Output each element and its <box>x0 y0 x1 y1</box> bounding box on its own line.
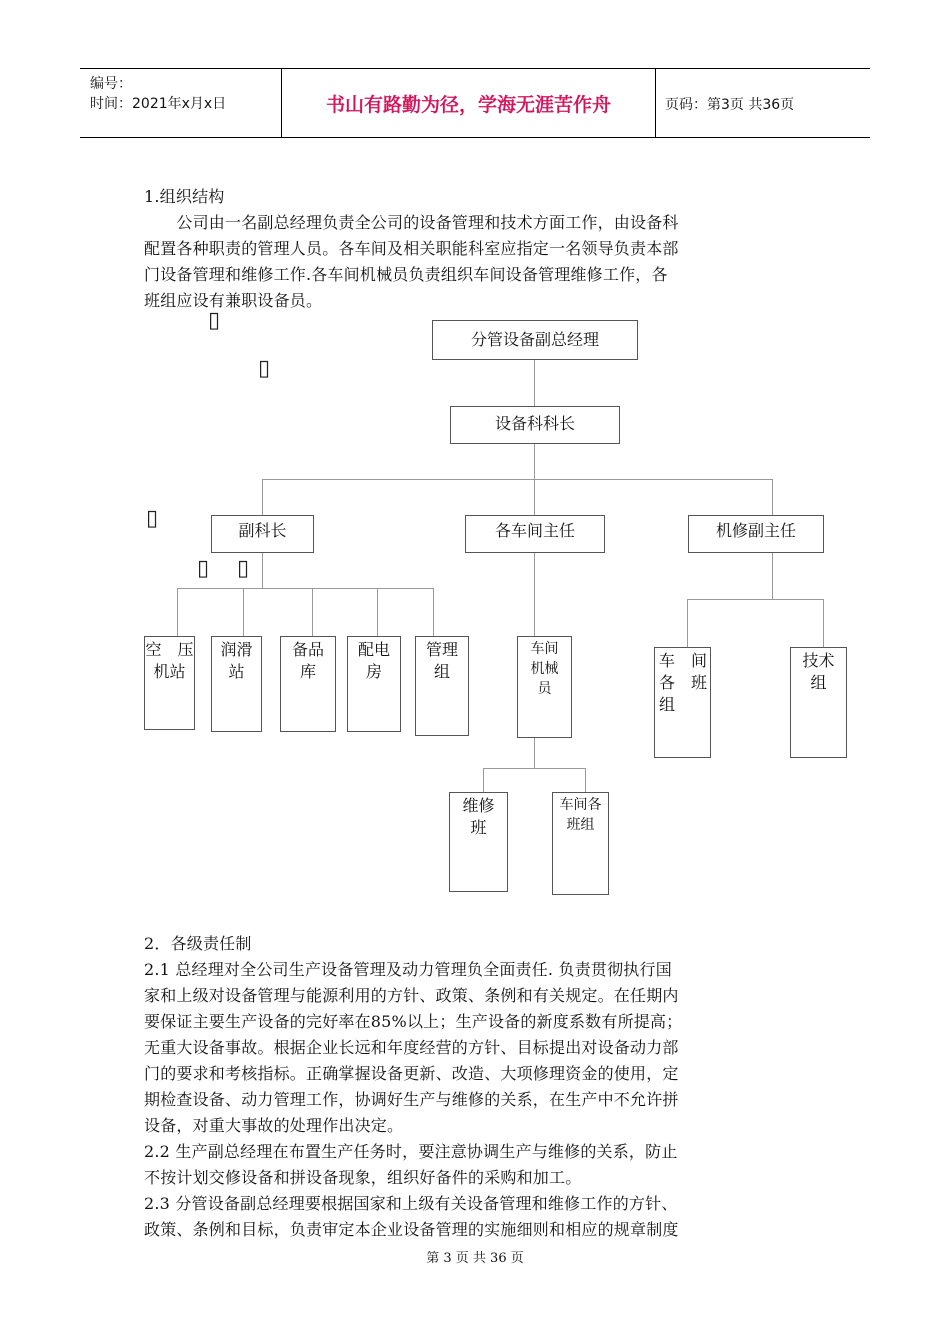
connector-line <box>772 552 773 600</box>
section2-line: 设备，对重大事故的处理作出决定。 <box>144 1116 404 1135</box>
box-text: 空 压 <box>145 640 194 659</box>
section2-line: 家和上级对设备管理与能源利用的方针、政策、条例和有关规定。在任期内 <box>144 986 679 1005</box>
section2-line: 无重大设备事故。根据企业长远和年度经营的方针、目标提出对设备动力部 <box>144 1038 679 1057</box>
section2-line: 要保证主要生产设备的完好率在85%以上；生产设备的新度系数有所提高； <box>144 1012 683 1031</box>
box-text: 机站 <box>153 662 186 681</box>
connector-line <box>177 588 178 636</box>
page-header <box>80 68 870 138</box>
box-text: 技术 <box>802 651 835 670</box>
org-box-workshop-teams <box>552 792 609 895</box>
placeholder-glyph-icon: ▯ <box>208 308 221 333</box>
number-label: 编号： <box>90 76 132 92</box>
box-text: 组 <box>659 695 676 714</box>
time-label: 时间：2021年x月x日 <box>90 96 227 112</box>
section1-para-line: 公司由一名副总经理负责全公司的设备管理和技术方面工作，由设备科 <box>144 213 679 232</box>
box-text: 车 间 <box>659 651 708 670</box>
org-box-deputy: 副科长 <box>211 515 314 553</box>
section1-para-line: 配置各种职责的管理人员。各车间及相关职能科室应指定一名领导负责本部 <box>144 239 679 258</box>
connector-line <box>534 443 535 480</box>
box-text: 配电 <box>357 640 390 659</box>
org-box-technical <box>790 647 847 758</box>
box-text: 车间各 <box>559 797 602 813</box>
placeholder-glyph-icon: ▯ <box>146 506 159 531</box>
page-footer: 第 3 页 共 36 页 <box>426 1251 524 1266</box>
placeholder-glyph-icon: ▯ <box>237 556 250 581</box>
box-text: 机械 <box>530 661 559 677</box>
org-box-shift-groups <box>654 647 711 758</box>
box-text: 车间 <box>530 641 559 657</box>
section1-title: 1.组织结构 <box>144 187 225 206</box>
org-box-top: 分管设备副总经理 <box>432 320 638 360</box>
section2-line: 期检查设备、动力管理工作，协调好生产与维修的关系，在生产中不允许拼 <box>144 1090 679 1109</box>
section1-para-line: 门设备管理和维修工作.各车间机械员负责组织车间设备管理维修工作，各 <box>144 265 668 284</box>
connector-line <box>534 552 535 636</box>
connector-line <box>823 599 824 647</box>
section2-line: 政策、条例和目标，负责审定本企业设备管理的实施细则和相应的规章制度 <box>144 1220 679 1239</box>
box-text: 管理 <box>425 640 458 659</box>
header-page-label: 页码：第3页 共36页 <box>665 97 795 113</box>
org-box-repair-team <box>449 792 508 892</box>
org-box-mechanic <box>517 636 572 738</box>
box-text: 润滑 <box>220 640 253 659</box>
org-box-compressor <box>144 636 195 730</box>
section2-line: 门的要求和考核指标。正确掌握设备更新、改造、大项修理资金的使用，定 <box>144 1064 679 1083</box>
connector-line <box>534 359 535 407</box>
section2-line: 2.3 分管设备副总经理要根据国家和上级有关设备管理和维修工作的方针、 <box>144 1194 678 1213</box>
connector-line <box>262 479 773 480</box>
box-text: 备品 <box>291 640 324 659</box>
connector-line <box>534 479 535 515</box>
section2-line: 2．各级责任制 <box>144 934 252 953</box>
connector-line <box>483 768 484 792</box>
box-text: 班组 <box>566 817 595 833</box>
org-box-management <box>415 636 469 736</box>
box-text: 库 <box>299 662 316 681</box>
org-box-power <box>347 636 401 732</box>
box-text: 组 <box>810 673 827 692</box>
connector-line <box>585 768 586 792</box>
section1-para-line: 班组应设有兼职设备员。 <box>144 291 323 310</box>
connector-line <box>687 599 688 647</box>
connector-line <box>262 552 263 588</box>
org-box-workshop: 各车间主任 <box>465 515 605 553</box>
section2-line: 2.1 总经理对全公司生产设备管理及动力管理负全面责任. 负责贯彻执行国 <box>144 960 672 979</box>
section2-line: 不按计划交修设备和拼设备现象，组织好备件的采购和加工。 <box>144 1168 582 1187</box>
box-text: 维修 <box>462 796 495 815</box>
org-box-chief: 设备科科长 <box>450 406 620 444</box>
connector-line <box>534 737 535 769</box>
box-text: 房 <box>365 662 382 681</box>
header-motto: 书山有路勤为径，学海无涯苦作舟 <box>282 69 656 137</box>
box-text: 组 <box>433 662 450 681</box>
placeholder-glyph-icon: ▯ <box>197 556 210 581</box>
section2-line: 2.2 生产副总经理在布置生产任务时，要注意协调生产与维修的关系，防止 <box>144 1142 678 1161</box>
org-box-lubrication <box>211 636 262 732</box>
placeholder-glyph-icon: ▯ <box>258 356 271 381</box>
connector-line <box>312 588 313 636</box>
connector-line <box>483 768 586 769</box>
box-text: 员 <box>537 681 552 697</box>
connector-line <box>243 588 244 636</box>
box-text: 班 <box>470 818 487 837</box>
box-text: 站 <box>228 662 245 681</box>
box-text: 各 班 <box>659 673 708 692</box>
connector-line <box>262 479 263 515</box>
header-meta <box>80 69 282 137</box>
connector-line <box>433 588 434 636</box>
connector-line <box>772 479 773 515</box>
connector-line <box>377 588 378 636</box>
connector-line <box>177 588 433 589</box>
org-box-spares <box>280 636 336 732</box>
org-box-repair: 机修副主任 <box>688 515 824 553</box>
connector-line <box>687 599 824 600</box>
